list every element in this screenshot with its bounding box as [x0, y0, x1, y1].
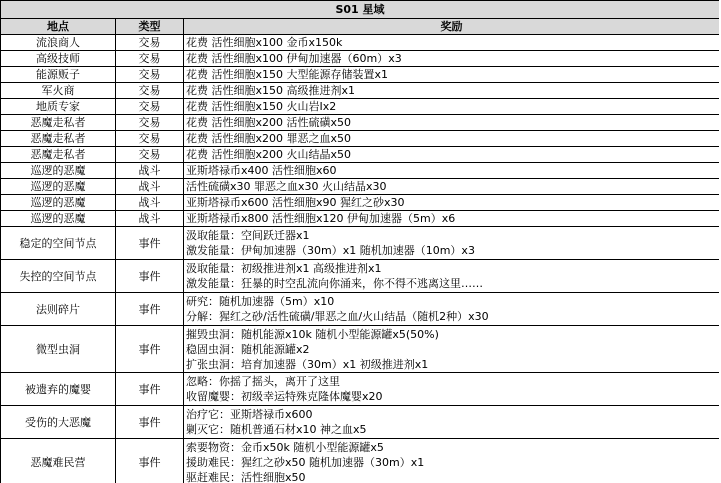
location-cell: 高级技师 [1, 51, 116, 67]
reward-cell [184, 67, 720, 83]
location-cell: 巡逻的恶魔 [1, 211, 116, 227]
reward-line: 汲取能量：空间跃迁器x1 [186, 229, 310, 242]
reward-line: 分解：猩红之砂/活性硫磺/罪恶之血/火山结晶（随机2种）x30 [186, 310, 489, 323]
table-row [1, 227, 720, 260]
location-cell: 恶魔难民营 [1, 439, 116, 483]
location-cell: 能源贩子 [1, 67, 116, 83]
table-row [1, 99, 720, 115]
location-cell: 受伤的大恶魔 [1, 406, 116, 439]
table-row [1, 147, 720, 163]
location-cell: 法则碎片 [1, 293, 116, 326]
table-row [1, 51, 720, 67]
header-type: 类型 [116, 19, 184, 35]
reward-line: 稳固虫洞：随机能源罐x2 [186, 342, 310, 356]
reward-cell [184, 131, 720, 147]
type-cell: 交易 [116, 51, 184, 67]
reward-line: 亚斯塔禄币x400 活性细胞x60 [186, 164, 337, 177]
reward-cell [184, 147, 720, 163]
header-row [1, 19, 720, 35]
title-row [1, 1, 720, 19]
location-cell: 稳定的空间节点 [1, 227, 116, 260]
type-cell: 事件 [116, 439, 184, 483]
location-cell: 恶魔走私者 [1, 131, 116, 147]
type-cell: 事件 [116, 227, 184, 260]
table-row [1, 115, 720, 131]
location-cell: 恶魔走私者 [1, 115, 116, 131]
reward-cell [184, 211, 720, 227]
reward-line: 花费 活性细胞x100 伊甸加速器（60m）x3 [186, 52, 402, 65]
sheet-title: S01 星域 [1, 1, 720, 19]
reward-line: 剿灭它：随机普通石材x10 神之血x5 [186, 423, 367, 436]
table-row [1, 195, 720, 211]
table-row [1, 67, 720, 83]
reward-line: 花费 活性细胞x150 火山岩Ⅰx2 [186, 100, 337, 113]
reward-cell [184, 227, 720, 260]
reward-line: 活性硫磺x30 罪恶之血x30 火山结晶x30 [186, 180, 387, 193]
reward-line: 亚斯塔禄币x800 活性细胞x120 伊甸加速器（5m）x6 [186, 212, 456, 225]
reward-cell [184, 260, 720, 293]
reward-cell [184, 35, 720, 51]
reward-line: 摧毁虫洞：随机能源x10k 随机小型能源罐x5(50%) [186, 327, 439, 341]
reward-line: 忽略：你摇了摇头，离开了这里 [186, 375, 340, 388]
reward-cell [184, 373, 720, 406]
type-cell: 战斗 [116, 195, 184, 211]
location-cell: 巡逻的恶魔 [1, 195, 116, 211]
reward-line: 花费 活性细胞x150 大型能源存储装置x1 [186, 68, 389, 81]
location-cell: 恶魔走私者 [1, 147, 116, 163]
type-cell: 事件 [116, 260, 184, 293]
reward-cell [184, 179, 720, 195]
reward-line: 花费 活性细胞x200 罪恶之血x50 [186, 132, 352, 145]
reward-line: 索要物资：金币x50k 随机小型能源罐x5 [186, 440, 384, 454]
table-row [1, 439, 720, 483]
type-cell: 交易 [116, 67, 184, 83]
reward-line: 亚斯塔禄币x600 活性细胞x90 猩红之砂x30 [186, 196, 405, 209]
table-row [1, 83, 720, 99]
type-cell: 事件 [116, 326, 184, 373]
type-cell: 交易 [116, 131, 184, 147]
reward-cell [184, 439, 720, 483]
location-cell: 巡逻的恶魔 [1, 163, 116, 179]
reward-line: 驱赶难民：活性细胞x50 [186, 470, 306, 483]
reward-line: 研究：随机加速器（5m）x10 [186, 295, 335, 308]
reward-line: 援助难民：猩红之砂x50 随机加速器（30m）x1 [186, 455, 425, 469]
reward-line: 花费 活性细胞x150 高级推进剂x1 [186, 84, 356, 97]
type-cell: 事件 [116, 406, 184, 439]
reward-cell [184, 115, 720, 131]
table-row [1, 373, 720, 406]
type-cell: 战斗 [116, 211, 184, 227]
type-cell: 事件 [116, 373, 184, 406]
table-row [1, 179, 720, 195]
type-cell: 交易 [116, 35, 184, 51]
reward-line: 收留魔婴：初级幸运特殊克隆体魔婴x20 [186, 390, 383, 403]
reward-line: 扩张虫洞：培育加速器（30m）x1 初级推进剂x1 [186, 357, 429, 371]
location-cell: 流浪商人 [1, 35, 116, 51]
table-row [1, 163, 720, 179]
reward-line: 汲取能量：初级推进剂x1 高级推进剂x1 [186, 262, 382, 275]
reward-cell [184, 51, 720, 67]
reward-line: 激发能量：伊甸加速器（30m）x1 随机加速器（10m）x3 [186, 244, 475, 257]
reward-line: 治疗它：亚斯塔禄币x600 [186, 408, 313, 421]
reward-line: 花费 活性细胞x200 活性硫磺x50 [186, 116, 352, 129]
type-cell: 战斗 [116, 179, 184, 195]
location-cell: 被遗弃的魔婴 [1, 373, 116, 406]
table-row [1, 406, 720, 439]
reward-line: 花费 活性细胞x100 金币x150k [186, 36, 343, 49]
table-row [1, 211, 720, 227]
type-cell: 交易 [116, 83, 184, 99]
table-row [1, 293, 720, 326]
table-row [1, 326, 720, 373]
reward-cell [184, 83, 720, 99]
location-cell: 巡逻的恶魔 [1, 179, 116, 195]
reward-cell [184, 163, 720, 179]
reward-cell [184, 326, 720, 373]
reward-cell [184, 195, 720, 211]
reward-line: 花费 活性细胞x200 火山结晶x50 [186, 148, 352, 161]
location-cell: 微型虫洞 [1, 326, 116, 373]
type-cell: 交易 [116, 99, 184, 115]
header-reward: 奖励 [184, 19, 720, 35]
reward-cell [184, 406, 720, 439]
location-cell: 失控的空间节点 [1, 260, 116, 293]
table-row [1, 131, 720, 147]
reward-line: 激发能量：狂暴的时空乱流向你涌来，你不得不逃离这里…… [186, 277, 483, 290]
reward-cell [184, 99, 720, 115]
type-cell: 交易 [116, 115, 184, 131]
reward-cell [184, 293, 720, 326]
type-cell: 交易 [116, 147, 184, 163]
location-cell: 军火商 [1, 83, 116, 99]
table-row [1, 35, 720, 51]
table-row [1, 260, 720, 293]
location-cell: 地质专家 [1, 99, 116, 115]
type-cell: 战斗 [116, 163, 184, 179]
header-location: 地点 [1, 19, 116, 35]
type-cell: 事件 [116, 293, 184, 326]
